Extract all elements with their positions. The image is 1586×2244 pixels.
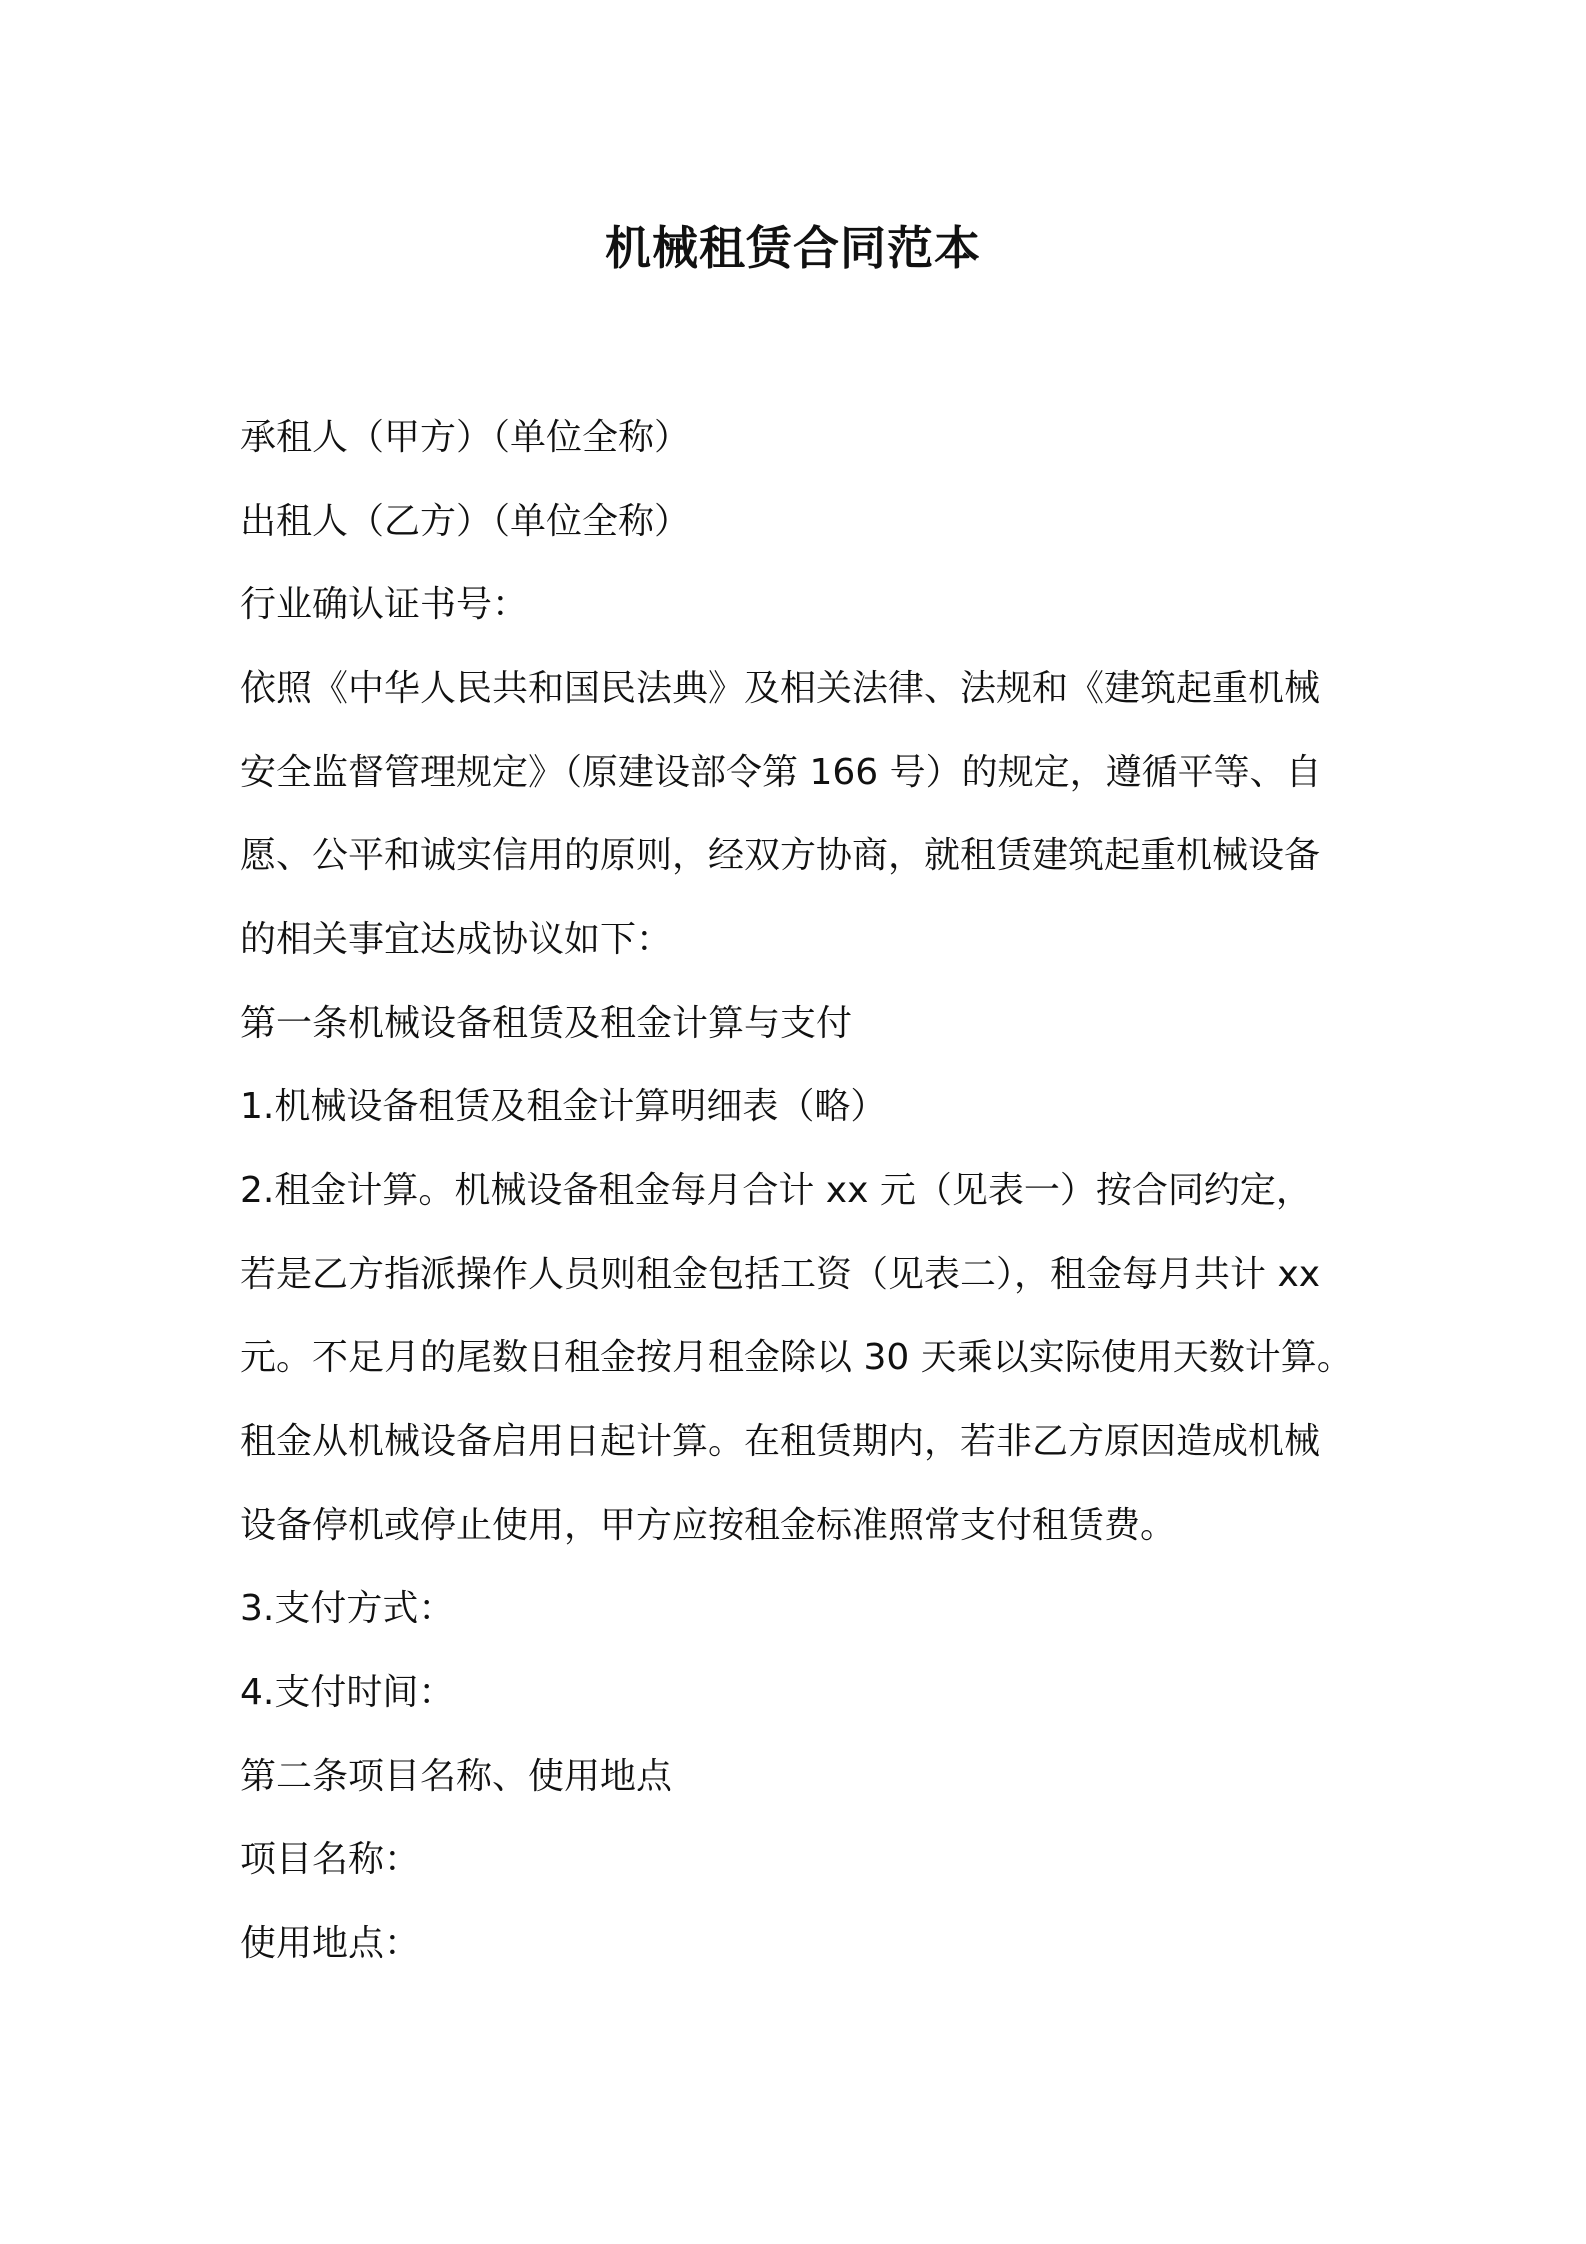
line-preamble-4: 的相关事宜达成协议如下： (240, 919, 673, 960)
line-project-name: 项目名称： (240, 1839, 421, 1880)
line-preamble-3: 愿、公平和诚实信用的原则，经双方协商，就租赁建筑起重机械设备 (240, 835, 1321, 876)
article-1-item-4: 4.支付时间： (240, 1672, 455, 1713)
line-usage-location: 使用地点： (240, 1923, 421, 1964)
article-1-item-2-line-4: 租金从机械设备启用日起计算。在租赁期内，若非乙方原因造成机械 (240, 1421, 1321, 1462)
line-preamble-1: 依照《中华人民共和国民法典》及相关法律、法规和《建筑起重机械 (240, 668, 1321, 709)
line-certificate-no: 行业确认证书号： (240, 584, 529, 625)
line-preamble-2: 安全监督管理规定》（原建设部令第 166 号）的规定，遵循平等、自 (240, 752, 1322, 793)
article-2-heading: 第二条项目名称、使用地点 (240, 1756, 673, 1797)
article-1-heading: 第一条机械设备租赁及租金计算与支付 (240, 1003, 853, 1044)
article-1-item-2-line-2: 若是乙方指派操作人员则租金包括工资（见表二），租金每月共计 xx (240, 1254, 1321, 1295)
article-1-item-2-line-5: 设备停机或停止使用，甲方应按租金标准照常支付租赁费。 (240, 1505, 1177, 1546)
article-1-item-2-line-3: 元。不足月的尾数日租金按月租金除以 30 天乘以实际使用天数计算。 (240, 1337, 1353, 1378)
article-1-item-1: 1.机械设备租赁及租金计算明细表（略） (240, 1086, 887, 1127)
line-lessee: 承租人（甲方）（单位全称） (240, 417, 691, 458)
line-lessor: 出租人（乙方）（单位全称） (240, 501, 691, 542)
document-title: 机械租赁合同范本 (605, 221, 981, 275)
article-1-item-3: 3.支付方式： (240, 1588, 455, 1629)
article-1-item-2-line-1: 2.租金计算。机械设备租金每月合计 xx 元（见表一）按合同约定， (240, 1170, 1312, 1211)
